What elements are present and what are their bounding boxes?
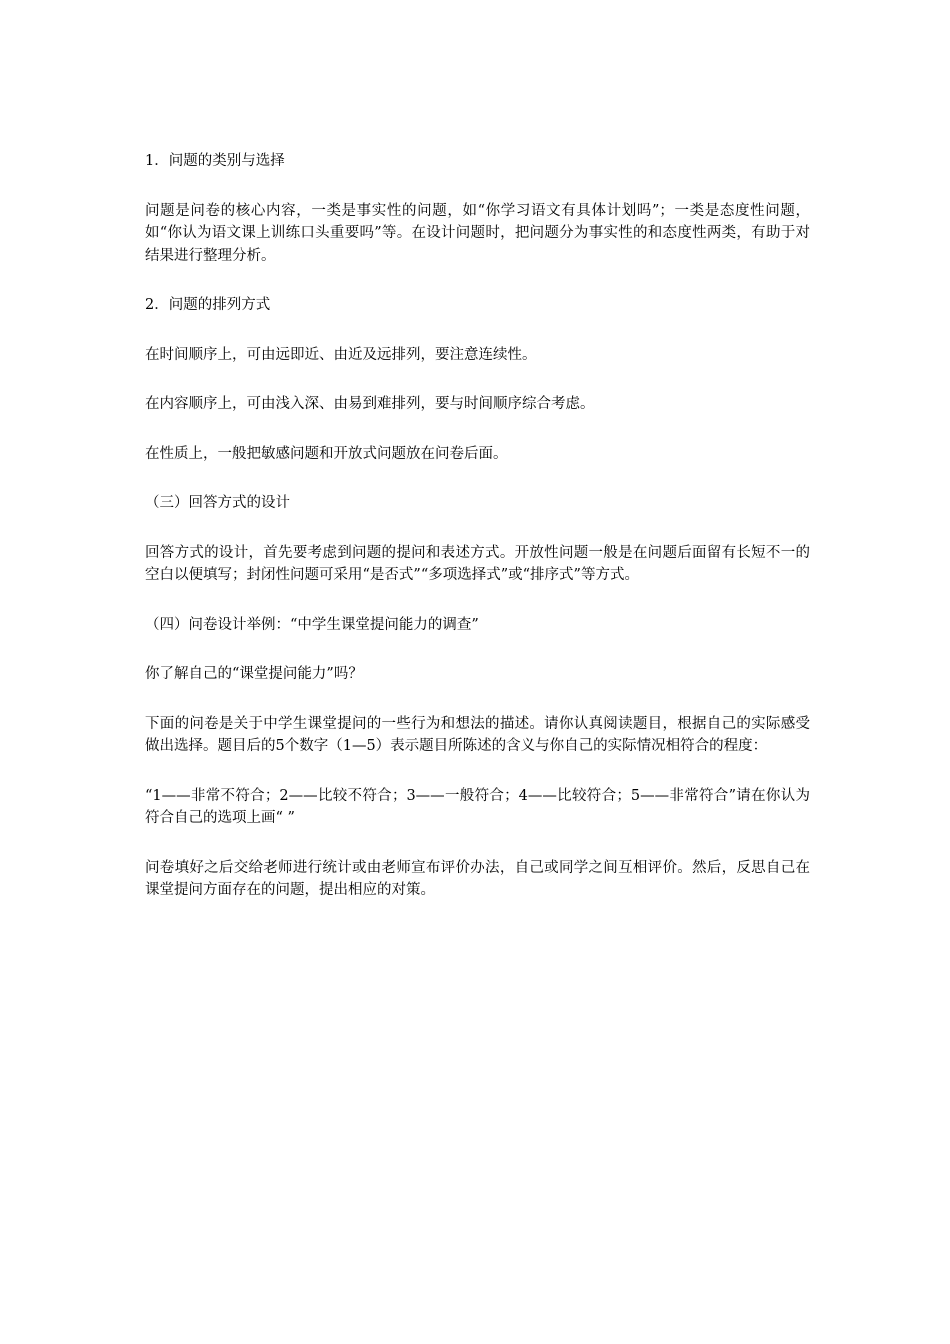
section-heading-answer-design: （三）回答方式的设计 [145, 495, 290, 511]
paragraph-evaluation: 问卷填好之后交给老师进行统计或由老师宣布评价办法，自己或同学之间互相评价。然后，反思自己在课堂提问方面存在的问题，提出相应的对策。 [145, 859, 810, 898]
section-heading-question-types: 1．问题的类别与选择 [145, 153, 285, 169]
rating-scale: “1——非常不符合；2——比较不符合；3——一般符合；4——比较符合；5——非常符合”请在你认为符合自己的选项上画“ ” [145, 787, 810, 826]
section-heading-example: （四）问卷设计举例：“中学生课堂提问能力的调查” [145, 616, 479, 633]
paragraph-content-order: 在内容顺序上，可由浅入深、由易到难排列，要与时间顺序综合考虑。 [145, 396, 595, 412]
paragraph-nature-order: 在性质上，一般把敏感问题和开放式问题放在问卷后面。 [145, 445, 508, 462]
survey-title: 你了解自己的“课堂提问能力”吗？ [145, 666, 363, 682]
section-heading-question-order: 2．问题的排列方式 [145, 297, 271, 313]
paragraph-time-order: 在时间顺序上，可由远即近、由近及远排列，要注意连续性。 [145, 346, 537, 363]
document-body [145, 150, 810, 929]
survey-instructions: 下面的问卷是关于中学生课堂提问的一些行为和想法的描述。请你认真阅读题目，根据自己的实际感受做出选择。题目后的5个数字（1—5）表示题目所陈述的含义与你自己的实际情况相符合的程度： [145, 715, 810, 754]
paragraph-question-types: 问题是问卷的核心内容，一类是事实性的问题，如“你学习语文有具体计划吗”；一类是态度性问题，如“你认为语文课上训练口头重要吗”等。在设计问题时，把问题分为事实性的和态度性两类，有助于对结果进行整理分析。 [145, 202, 810, 264]
paragraph-answer-design: 回答方式的设计，首先要考虑到问题的提问和表述方式。开放性问题一般是在问题后面留有长短不一的空白以便填写；封闭性问题可采用“是否式”“多项选择式”或“排序式”等方式。 [145, 544, 810, 583]
